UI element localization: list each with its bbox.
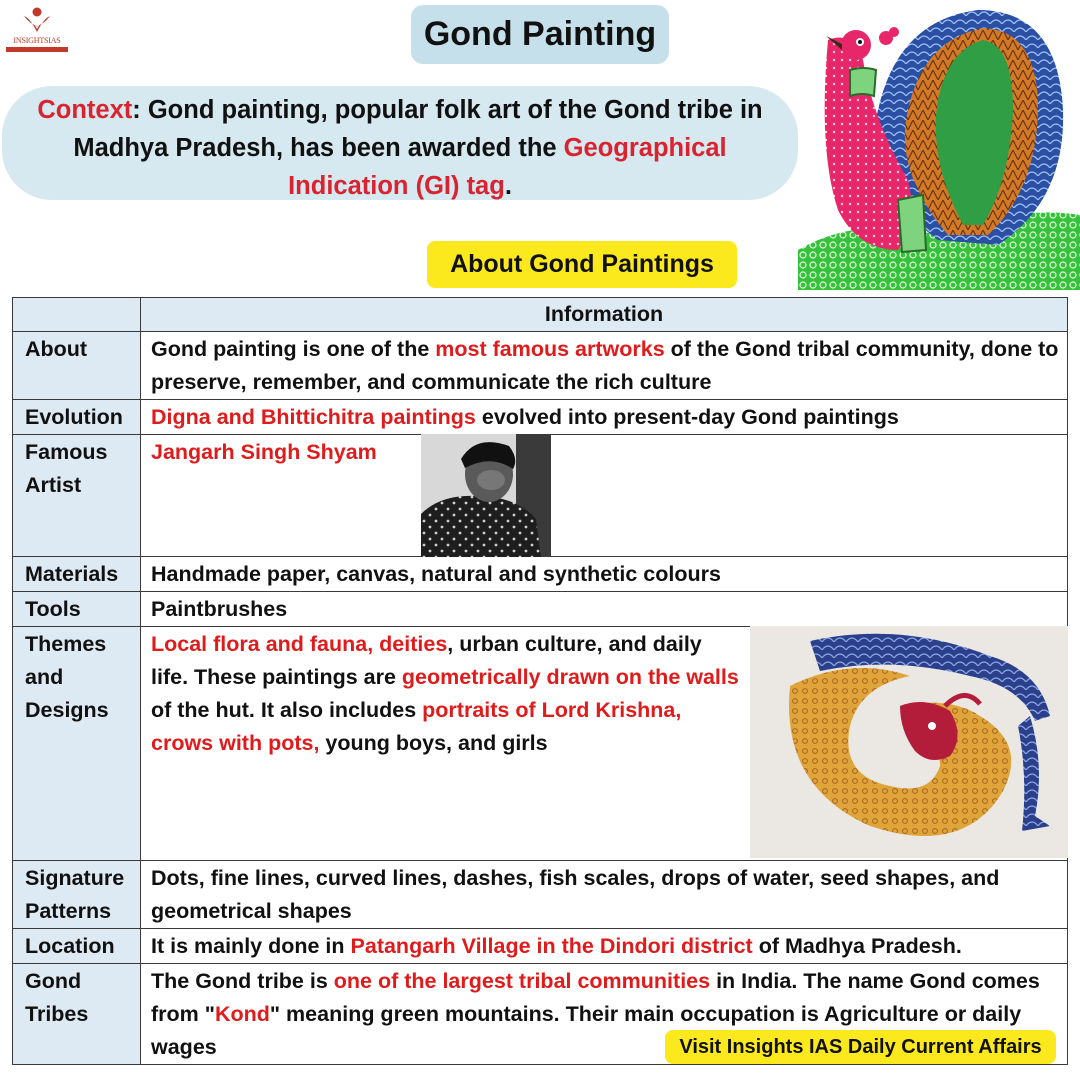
tribes-text-2: in India. The name Gond comes from " xyxy=(151,969,1040,1026)
artist-portrait-photo xyxy=(421,434,551,557)
table-row-signature-patterns xyxy=(13,861,1068,929)
row-value-materials: Handmade paper, canvas, natural and synthetic colours xyxy=(141,557,1068,592)
themes-highlight-1: Local flora and fauna, deities xyxy=(151,632,448,656)
tribes-label-1: Gond xyxy=(25,969,82,993)
table-row-about xyxy=(13,332,1068,400)
themes-label-1: Themes xyxy=(25,632,107,656)
table-row-famous-artist xyxy=(13,435,1068,557)
row-label-about: About xyxy=(13,332,141,400)
logo-emblem-icon xyxy=(22,6,52,34)
row-label-evolution: Evolution xyxy=(13,400,141,435)
location-text-1: It is mainly done in xyxy=(151,934,351,958)
context-period: . xyxy=(504,172,512,200)
page-title: Gond Painting xyxy=(411,5,669,64)
tribes-label-2: Tribes xyxy=(25,1002,89,1026)
table-header-information: Information xyxy=(141,298,1068,332)
context-box xyxy=(2,86,798,200)
artist-label-2: Artist xyxy=(25,473,82,497)
context-label: Context xyxy=(37,96,133,124)
row-value-about xyxy=(141,332,1068,400)
row-value-tools: Paintbrushes xyxy=(141,592,1068,627)
tribes-highlight-2: Kond xyxy=(214,1002,270,1026)
row-label-famous-artist xyxy=(13,435,141,557)
table-row-tools xyxy=(13,592,1068,627)
themes-highlight-3: portraits of Lord Krishna, crows with pots, xyxy=(151,698,682,755)
gi-tag-highlight: Geographical Indication (GI) tag xyxy=(288,134,727,200)
themes-text-1: , urban culture, and daily life. These paintings are xyxy=(151,632,702,689)
patterns-label-1: Signature xyxy=(25,866,125,890)
tribes-highlight-1: one of the largest tribal communities xyxy=(333,969,711,993)
tribes-text-1: The Gond tribe is xyxy=(151,969,334,993)
themes-highlight-2: geometrically drawn on the walls xyxy=(401,665,739,689)
information-table xyxy=(12,297,1068,1065)
row-label-location: Location xyxy=(13,929,141,964)
about-highlight: most famous artworks xyxy=(435,337,665,361)
row-label-materials: Materials xyxy=(13,557,141,592)
row-label-signature-patterns xyxy=(13,861,141,929)
location-highlight: Patangarh Village in the Dindori district xyxy=(350,934,753,958)
themes-text xyxy=(151,628,741,760)
context-text: : Gond painting, popular folk art of the Gond tribe in Madhya Pradesh, has been awarded the xyxy=(73,96,763,162)
evolution-highlight: Digna and Bhittichitra paintings xyxy=(151,405,476,429)
table-row-themes xyxy=(13,627,1068,861)
logo-text: INSIGHTSIAS xyxy=(13,36,61,45)
artist-name: Jangarh Singh Shyam xyxy=(151,440,377,464)
table-header-blank-cell xyxy=(13,298,141,332)
about-text-2: of the Gond tribal community, done to preserve, remember, and communicate the rich culture xyxy=(151,337,1059,394)
about-text-1: Gond painting is one of the xyxy=(151,337,436,361)
tribes-text-3: " meaning green mountains. Their main occupation is Agriculture or daily wages xyxy=(151,1002,1022,1059)
gond-bird-artwork xyxy=(798,0,1080,290)
row-value-location xyxy=(141,929,1068,964)
about-section-title: About Gond Paintings xyxy=(427,241,737,288)
themes-text-2: of the hut. It also includes xyxy=(151,698,423,722)
location-text-2: of Madhya Pradesh. xyxy=(752,934,962,958)
visit-insights-cta[interactable]: Visit Insights IAS Daily Current Affairs xyxy=(665,1030,1056,1064)
table-header-row xyxy=(13,298,1068,332)
row-label-tools: Tools xyxy=(13,592,141,627)
row-value-famous-artist xyxy=(141,435,1068,557)
themes-label-3: Designs xyxy=(25,698,109,722)
row-label-gond-tribes xyxy=(13,964,141,1065)
themes-text-3: young boys, and girls xyxy=(319,731,548,755)
patterns-label-2: Patterns xyxy=(25,899,112,923)
table-row-evolution xyxy=(13,400,1068,435)
row-value-signature-patterns: Dots, fine lines, curved lines, dashes, fish scales, drops of water, seed shapes, and geometrical shapes xyxy=(141,861,1068,929)
insights-ias-logo xyxy=(4,4,68,54)
gond-bull-painting xyxy=(750,626,1068,858)
logo-tagline-bar xyxy=(6,47,68,52)
table-row-materials xyxy=(13,557,1068,592)
artist-label-1: Famous xyxy=(25,440,108,464)
row-value-themes xyxy=(141,627,1068,861)
evolution-text: evolved into present-day Gond paintings xyxy=(475,405,899,429)
table-row-location xyxy=(13,929,1068,964)
themes-label-2: and xyxy=(25,665,64,689)
row-value-evolution xyxy=(141,400,1068,435)
row-label-themes xyxy=(13,627,141,861)
